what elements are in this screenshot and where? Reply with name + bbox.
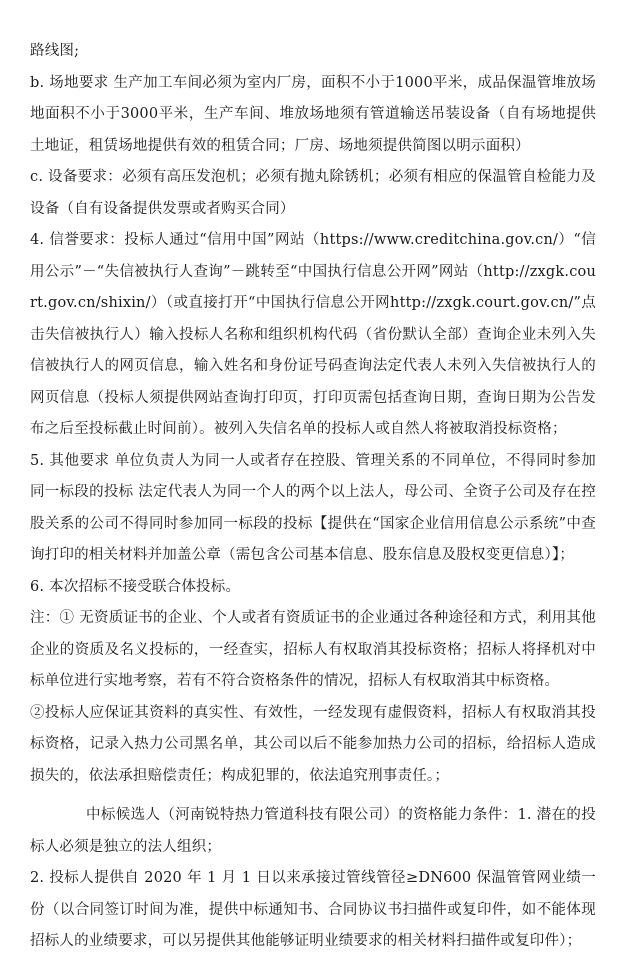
paragraph-credit-requirements: 4. 信誉要求：投标人通过“信用中国”网站（https://www.creditchina.gov.cn/）“信用公示”－“失信被执行人查询”－跳转至“中国执行信息公开网”网站（http://zxgk.court.gov.cn/shixin/）（或直接打开“中国执行信息公开网http://zxgk.court.gov.cn/”点击失信被执行人）输入投标人名称和组织机构代码（省份默认全部）查询企业未列入失信被执行人的网页信息，输入姓名和身份证号码查询法定代表人未列入失信被执行人的网页信息（投标人须提供网站查询打印页，打印页需包括查询日期，查询日期为公告发布之后至投标截止时间前）。被列入失信名单的投标人或自然人将被取消投标资格；	[30, 232, 596, 437]
paragraph-other-requirements: 5. 其他要求 单位负责人为同一人或者存在控股、管理关系的不同单位，不得同时参加同一标段的投标 法定代表人为同一个人的两个以上法人，母公司、全资子公司及存在控股关系的公司不得同时参加同一标段的投标【提供在“国家企业信用信息公示系统”中查询打印的相关材料并加盖公章（需包含公司基本信息、股东信息及股权变更信息）】；	[30, 452, 596, 563]
paragraph-equipment-requirements: c. 设备要求：必须有高压发泡机；必须有抛丸除锈机；必须有相应的保温管自检能力及设备（自有设备提供发票或者购买合同）	[30, 169, 596, 217]
paragraph-candidate-qualification: 中标候选人（河南锐特热力管道科技有限公司）的资格能力条件：1. 潜在的投标人必须是独立的法人组织；	[30, 807, 596, 855]
paragraph-performance-requirement: 2. 投标人提供自 2020 年 1 月 1 日以来承接过管线管径≥DN600 保温管管网业绩一份（以合同签订时间为准，提供中标通知书、合同协议书扫描件或复印件，如不能体现招标人的业绩要求，可以另提供其他能够证明业绩要求的相关材料扫描件或复印件）；	[30, 870, 596, 949]
paragraph-note-1: 注：① 无资质证书的企业、个人或者有资质证书的企业通过各种途径和方式，利用其他企业的资质及名义投标的，一经查实，招标人有权取消其投标资格；招标人将择机对中标单位进行实地考察，若有不符合资格条件的情况，招标人有权取消其中标资格。	[30, 610, 596, 689]
paragraph-route-map: 路线图;	[30, 43, 80, 59]
paragraph-site-requirements: b. 场地要求 生产加工车间必须为室内厂房，面积不小于1000平米，成品保温管堆放场地面积不小于3000平米，生产车间、堆放场地须有管道输送吊装设备（自有场地提供土地证，租赁场地提供有效的租赁合同；厂房、场地须提供简图以明示面积）	[30, 74, 596, 154]
paragraph-note-2: ②投标人应保证其资料的真实性、有效性，一经发现有虚假资料，招标人有权取消其投标资格，记录入热力公司黑名单，其公司以后不能参加热力公司的招标，给招标人造成损失的，依法承担赔偿责任；构成犯罪的，依法追究刑事责任。；	[30, 704, 596, 784]
paragraph-no-consortium: 6. 本次招标不接受联合体投标。	[30, 578, 241, 595]
